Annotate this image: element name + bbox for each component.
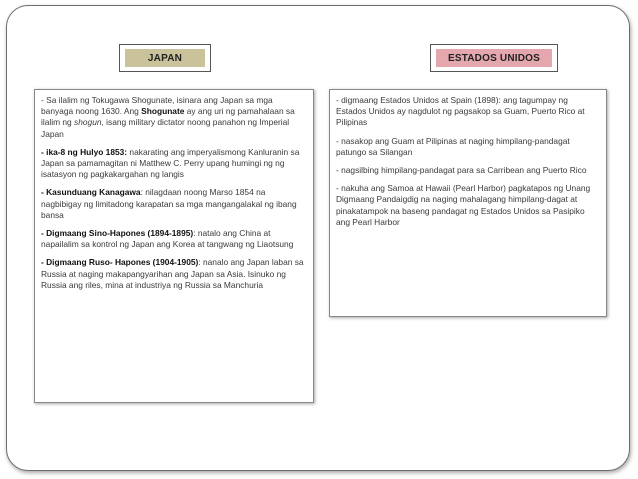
item-bold-term: - ika-8 ng Hulyo 1853: — [41, 146, 128, 157]
item-bold-term: - Digmaang Sino-Hapones (1894-1895) — [41, 228, 194, 239]
item-text: - Sa ilalim ng Tokugawa Shogunate, isinara ang Japan sa mga banyaga noong 1630. Ang — [41, 95, 273, 117]
item-bold-term: - Digmaang Ruso- Hapones (1904-1905) — [41, 257, 199, 268]
item-text: : natalo ang China at napailalim sa kontrol ng Japan ang Korea at tangwang ng Liaotsung — [41, 228, 294, 250]
item-italic-term: shogun — [74, 117, 102, 128]
japan-item — [41, 95, 307, 140]
item-text: ay ang uri ng pamahalaan sa ilalim ng — [41, 106, 295, 128]
us-item: - nagsilbing himpilang-pandagat para sa Carribean ang Puerto Rico — [336, 165, 587, 176]
item-text: nakarating ang imperyalismong Kanluranin sa Japan sa pamamagitan ni Matthew C. Perry upang humingi ng ng isatasyon ng pagkakargahan ng langis — [41, 146, 300, 180]
japan-label: JAPAN — [125, 49, 205, 67]
japan-item — [41, 228, 307, 250]
item-bold-term: - Kasunduang Kanagawa — [41, 187, 141, 198]
us-item: - digmaang Estados Unidos at Spain (1898): ang tagumpay ng Estados Unidos ay nagdulot ng pagsakop sa Guam, Puerto Rico at Pilipinas — [336, 95, 585, 128]
japan-label-box — [119, 44, 211, 72]
item-text: : nilagdaan noong Marso 1854 na nagbibigay ng limitadong karapatan sa mga mangangalakal ng ibang bansa — [41, 187, 297, 220]
us-panel — [329, 89, 607, 317]
us-item: - nasakop ang Guam at Pilipinas at naging himpilang-pandagat patungo sa Silangan — [336, 135, 570, 157]
japan-item — [41, 187, 307, 221]
japan-item — [41, 147, 307, 181]
us-label: ESTADOS UNIDOS — [436, 49, 552, 67]
us-label-box — [430, 44, 558, 72]
item-text: : nanalo ang Japan laban sa Russia at naging makapangyarihan ang Japan sa Asia. Isinuko ng Russia ang riles, mina at industriya ng Russia sa Manchuria — [41, 257, 304, 290]
item-bold-term: Shogunate — [141, 106, 185, 117]
us-item: - nakuha ang Samoa at Hawaii (Pearl Harbor) pagkatapos ng Unang Digmaang Pandaigdig na naging mahalagang himpilang-dagat at pinakatampok na baseng pandagat ng Estados Unidos sa Pasipiko ang Pearl Harbor — [336, 183, 591, 227]
item-text: , isang military dictator noong panahon ng Imperial Japan — [41, 117, 290, 139]
japan-item — [41, 257, 307, 291]
japan-panel — [34, 89, 314, 403]
